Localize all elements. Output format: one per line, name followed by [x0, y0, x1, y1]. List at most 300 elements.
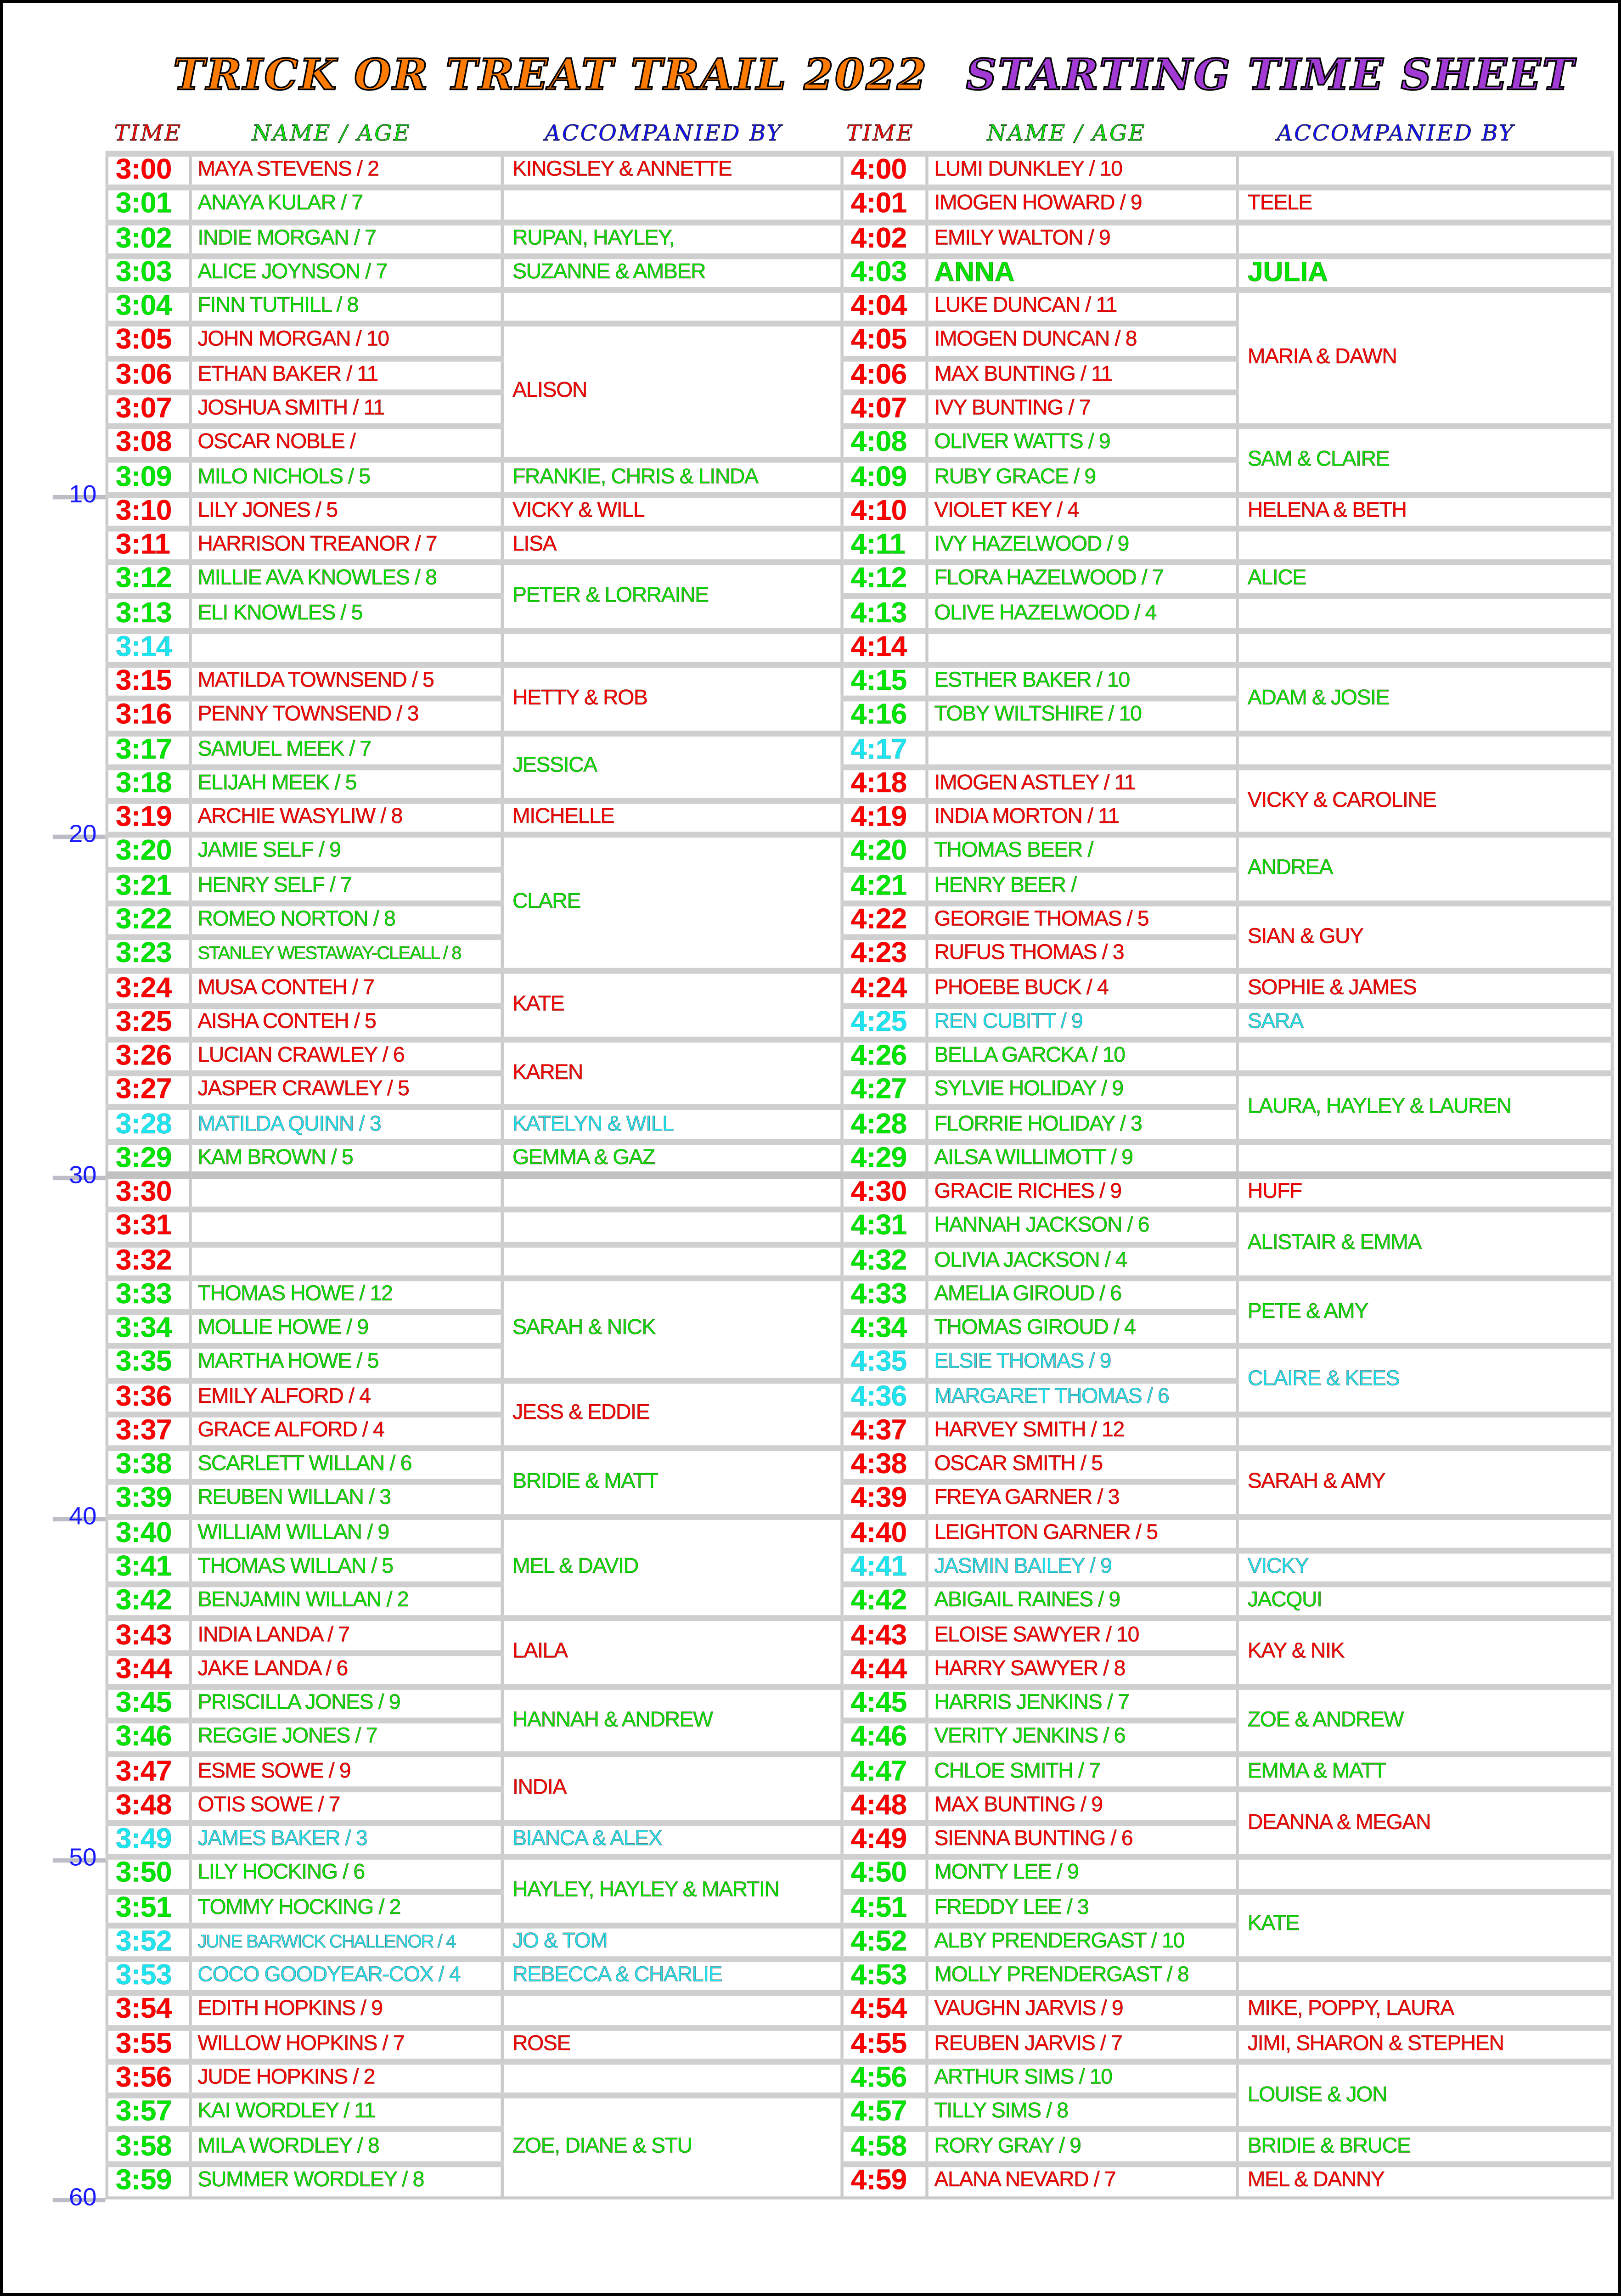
left-name-cell: STANLEY WESTAWAY-CLEALL / 8	[191, 937, 502, 971]
right-acc-cell	[1238, 1516, 1612, 1550]
right-time-cell: 4:26	[842, 1040, 927, 1074]
right-acc-cell: BRIDIE & BRUCE	[1238, 2130, 1612, 2164]
axis-label: 10	[69, 479, 97, 508]
right-name-cell: VAUGHN JARVIS / 9	[927, 1993, 1238, 2027]
right-name-cell: SYLVIE HOLIDAY / 9	[927, 1074, 1238, 1108]
table-row	[107, 2130, 1612, 2164]
left-name-cell: GRACE ALFORD / 4	[191, 1414, 502, 1448]
right-name-cell: IVY HAZELWOOD / 9	[927, 529, 1238, 563]
right-name-cell: RUFUS THOMAS / 3	[927, 937, 1238, 971]
left-acc-cell: GEMMA & GAZ	[502, 1142, 842, 1176]
left-name-cell: PENNY TOWNSEND / 3	[191, 699, 502, 733]
left-time-cell: 3:10	[107, 495, 191, 529]
right-name-cell: FLORA HAZELWOOD / 7	[927, 563, 1238, 597]
right-name-cell: OSCAR SMITH / 5	[927, 1448, 1238, 1482]
right-time-cell: 4:00	[842, 154, 927, 188]
table-row	[107, 1448, 1612, 1482]
left-time-cell: 3:35	[107, 1346, 191, 1380]
right-time-cell: 4:19	[842, 801, 927, 835]
left-time-cell: 3:13	[107, 597, 191, 630]
left-name-cell: OSCAR NOBLE /	[191, 426, 502, 460]
right-acc-cell: JACQUI	[1238, 1585, 1612, 1619]
left-time-cell: 3:54	[107, 1993, 191, 2027]
right-time-cell: 4:51	[842, 1891, 927, 1925]
left-name-cell: SCARLETT WILLAN / 6	[191, 1448, 502, 1482]
right-acc-cell: ADAM & JOSIE	[1238, 665, 1612, 733]
table-row	[107, 1142, 1612, 1176]
left-acc-cell: ROSE	[502, 2027, 842, 2061]
left-time-cell: 3:06	[107, 358, 191, 392]
right-time-cell: 4:39	[842, 1482, 927, 1516]
table-row	[107, 1346, 1612, 1380]
left-time-cell: 3:19	[107, 801, 191, 835]
right-acc-cell: ANDREA	[1238, 835, 1612, 903]
right-time-cell: 4:11	[842, 529, 927, 563]
table-row	[107, 1755, 1612, 1789]
left-time-cell: 3:16	[107, 699, 191, 733]
title-sub: STARTING TIME SHEET	[966, 50, 1576, 100]
left-name-cell: ARCHIE WASYLIW / 8	[191, 801, 502, 835]
left-name-cell: MUSA CONTEH / 7	[191, 971, 502, 1005]
left-time-cell: 3:32	[107, 1244, 191, 1278]
left-time-cell: 3:02	[107, 222, 191, 256]
left-name-cell: JOSHUA SMITH / 11	[191, 392, 502, 426]
left-time-cell: 3:45	[107, 1687, 191, 1721]
right-time-cell: 4:29	[842, 1142, 927, 1176]
left-time-cell: 3:03	[107, 256, 191, 290]
left-time-cell: 3:23	[107, 937, 191, 971]
table-row	[107, 971, 1612, 1005]
right-name-cell: TILLY SIMS / 8	[927, 2096, 1238, 2130]
right-name-cell: ELOISE SAWYER / 10	[927, 1619, 1238, 1653]
left-name-cell: KAI WORDLEY / 11	[191, 2096, 502, 2130]
right-name-cell: ARTHUR SIMS / 10	[927, 2061, 1238, 2095]
left-name-cell: JAMIE SELF / 9	[191, 835, 502, 869]
right-acc-cell: VICKY	[1238, 1551, 1612, 1585]
left-acc-cell	[502, 290, 842, 324]
right-time-cell: 4:56	[842, 2061, 927, 2095]
left-name-cell	[191, 1244, 502, 1278]
header-accompanied-left: ACCOMPANIED BY	[545, 120, 783, 146]
right-name-cell: LUMI DUNKLEY / 10	[927, 154, 1238, 188]
left-name-cell: HARRISON TREANOR / 7	[191, 529, 502, 563]
left-name-cell: REGGIE JONES / 7	[191, 1721, 502, 1755]
left-name-cell: MILO NICHOLS / 5	[191, 461, 502, 495]
right-time-cell: 4:24	[842, 971, 927, 1005]
right-acc-cell	[1238, 1414, 1612, 1448]
axis-label: 60	[69, 2183, 97, 2212]
right-name-cell	[927, 733, 1238, 767]
left-time-cell: 3:34	[107, 1312, 191, 1346]
left-time-cell: 3:04	[107, 290, 191, 324]
left-time-cell: 3:46	[107, 1721, 191, 1755]
right-time-cell: 4:15	[842, 665, 927, 699]
left-acc-cell: ZOE, DIANE & STU	[502, 2096, 842, 2198]
right-acc-cell: LOUISE & JON	[1238, 2061, 1612, 2129]
right-time-cell: 4:50	[842, 1857, 927, 1891]
left-name-cell: ANAYA KULAR / 7	[191, 188, 502, 222]
left-time-cell: 3:52	[107, 1925, 191, 1959]
right-name-cell: TOBY WILTSHIRE / 10	[927, 699, 1238, 733]
table-row	[107, 1857, 1612, 1891]
left-time-cell: 3:01	[107, 188, 191, 222]
right-time-cell: 4:04	[842, 290, 927, 324]
left-time-cell: 3:43	[107, 1619, 191, 1653]
right-name-cell: ALBY PRENDERGAST / 10	[927, 1925, 1238, 1959]
left-time-cell: 3:21	[107, 869, 191, 903]
table-row	[107, 1176, 1612, 1210]
right-acc-cell: SAM & CLAIRE	[1238, 426, 1612, 494]
table-row	[107, 1210, 1612, 1244]
left-name-cell	[191, 1210, 502, 1244]
right-time-cell: 4:38	[842, 1448, 927, 1482]
left-time-cell: 3:42	[107, 1585, 191, 1619]
starting-time-table	[106, 151, 1614, 2199]
left-name-cell: ROMEO NORTON / 8	[191, 903, 502, 937]
right-time-cell: 4:10	[842, 495, 927, 529]
left-time-cell: 3:09	[107, 461, 191, 495]
right-acc-cell: SARA	[1238, 1006, 1612, 1040]
axis-label: 20	[69, 820, 97, 849]
right-acc-cell: KATE	[1238, 1891, 1612, 1959]
right-time-cell: 4:43	[842, 1619, 927, 1653]
left-acc-cell	[502, 1210, 842, 1244]
right-time-cell: 4:54	[842, 1993, 927, 2027]
left-name-cell: MATILDA QUINN / 3	[191, 1108, 502, 1142]
right-name-cell: RUBY GRACE / 9	[927, 461, 1238, 495]
left-time-cell: 3:28	[107, 1108, 191, 1142]
right-acc-cell: MEL & DANNY	[1238, 2164, 1612, 2198]
left-name-cell: MATILDA TOWNSEND / 5	[191, 665, 502, 699]
left-name-cell: SAMUEL MEEK / 7	[191, 733, 502, 767]
left-time-cell: 3:58	[107, 2130, 191, 2164]
left-time-cell: 3:15	[107, 665, 191, 699]
header-name-right: NAME / AGE	[987, 120, 1146, 146]
left-name-cell: JASPER CRAWLEY / 5	[191, 1074, 502, 1108]
right-time-cell: 4:49	[842, 1823, 927, 1857]
right-name-cell: GEORGIE THOMAS / 5	[927, 903, 1238, 937]
left-time-cell: 3:59	[107, 2164, 191, 2198]
left-acc-cell: MEL & DAVID	[502, 1516, 842, 1619]
left-acc-cell: BRIDIE & MATT	[502, 1448, 842, 1516]
right-name-cell: MARGARET THOMAS / 6	[927, 1380, 1238, 1414]
left-acc-cell: JESS & EDDIE	[502, 1380, 842, 1448]
right-name-cell	[927, 630, 1238, 664]
left-acc-cell: KATE	[502, 971, 842, 1039]
header-name-left: NAME / AGE	[252, 120, 411, 146]
right-name-cell: THOMAS BEER /	[927, 835, 1238, 869]
left-name-cell: JAKE LANDA / 6	[191, 1653, 502, 1687]
right-name-cell: HENRY BEER /	[927, 869, 1238, 903]
left-name-cell: COCO GOODYEAR-COX / 4	[191, 1959, 502, 1993]
right-acc-cell	[1238, 529, 1612, 563]
right-name-cell: ANNA	[927, 256, 1238, 290]
right-time-cell: 4:52	[842, 1925, 927, 1959]
table-row	[107, 1006, 1612, 1040]
left-time-cell: 3:11	[107, 529, 191, 563]
right-acc-cell: SIAN & GUY	[1238, 903, 1612, 971]
left-name-cell: JUNE BARWICK CHALLENOR / 4	[191, 1925, 502, 1959]
right-time-cell: 4:02	[842, 222, 927, 256]
header-time-left: TIME	[114, 120, 182, 146]
left-time-cell: 3:31	[107, 1210, 191, 1244]
right-acc-cell: TEELE	[1238, 188, 1612, 222]
right-time-cell: 4:14	[842, 630, 927, 664]
right-time-cell: 4:32	[842, 1244, 927, 1278]
left-acc-cell: KAREN	[502, 1040, 842, 1108]
right-name-cell: IVY BUNTING / 7	[927, 392, 1238, 426]
left-time-cell: 3:33	[107, 1278, 191, 1312]
right-time-cell: 4:20	[842, 835, 927, 869]
left-time-cell: 3:57	[107, 2096, 191, 2130]
left-time-cell: 3:49	[107, 1823, 191, 1857]
right-acc-cell	[1238, 733, 1612, 767]
left-name-cell: TOMMY HOCKING / 2	[191, 1891, 502, 1925]
left-time-cell: 3:24	[107, 971, 191, 1005]
right-time-cell: 4:06	[842, 358, 927, 392]
right-time-cell: 4:27	[842, 1074, 927, 1108]
left-name-cell: ELI KNOWLES / 5	[191, 597, 502, 630]
left-name-cell: EMILY ALFORD / 4	[191, 1380, 502, 1414]
left-acc-cell: HANNAH & ANDREW	[502, 1687, 842, 1755]
left-acc-cell: KINGSLEY & ANNETTE	[502, 154, 842, 188]
left-acc-cell: LAILA	[502, 1619, 842, 1687]
right-time-cell: 4:42	[842, 1585, 927, 1619]
right-time-cell: 4:22	[842, 903, 927, 937]
left-name-cell: LILY HOCKING / 6	[191, 1857, 502, 1891]
left-acc-cell	[502, 1993, 842, 2027]
right-name-cell: MONTY LEE / 9	[927, 1857, 1238, 1891]
left-time-cell: 3:17	[107, 733, 191, 767]
left-acc-cell	[502, 1244, 842, 1278]
right-time-cell: 4:31	[842, 1210, 927, 1244]
right-name-cell: ESTHER BAKER / 10	[927, 665, 1238, 699]
table-row	[107, 1619, 1612, 1653]
right-time-cell: 4:28	[842, 1108, 927, 1142]
table-row	[107, 1993, 1612, 2027]
right-name-cell: MAX BUNTING / 9	[927, 1789, 1238, 1823]
left-acc-cell: REBECCA & CHARLIE	[502, 1959, 842, 1993]
left-name-cell: INDIA LANDA / 7	[191, 1619, 502, 1653]
right-acc-cell	[1238, 1040, 1612, 1074]
right-time-cell: 4:35	[842, 1346, 927, 1380]
left-acc-cell: JESSICA	[502, 733, 842, 801]
right-time-cell: 4:34	[842, 1312, 927, 1346]
right-acc-cell: ALISTAIR & EMMA	[1238, 1210, 1612, 1278]
right-acc-cell	[1238, 597, 1612, 630]
right-name-cell: INDIA MORTON / 11	[927, 801, 1238, 835]
left-name-cell	[191, 630, 502, 664]
left-time-cell: 3:56	[107, 2061, 191, 2095]
right-time-cell: 4:16	[842, 699, 927, 733]
left-time-cell: 3:00	[107, 154, 191, 188]
right-time-cell: 4:48	[842, 1789, 927, 1823]
table-row	[107, 1891, 1612, 1925]
table-row	[107, 426, 1612, 460]
left-acc-cell	[502, 630, 842, 664]
right-name-cell: AILSA WILLIMOTT / 9	[927, 1142, 1238, 1176]
right-name-cell: OLIVIA JACKSON / 4	[927, 1244, 1238, 1278]
left-acc-cell	[502, 1176, 842, 1210]
right-acc-cell: ZOE & ANDREW	[1238, 1687, 1612, 1755]
right-name-cell: LEIGHTON GARNER / 5	[927, 1516, 1238, 1550]
left-name-cell: MILLIE AVA KNOWLES / 8	[191, 563, 502, 597]
right-name-cell: THOMAS GIROUD / 4	[927, 1312, 1238, 1346]
left-time-cell: 3:26	[107, 1040, 191, 1074]
right-time-cell: 4:37	[842, 1414, 927, 1448]
table-row	[107, 154, 1612, 188]
left-time-cell: 3:41	[107, 1551, 191, 1585]
right-time-cell: 4:55	[842, 2027, 927, 2061]
right-acc-cell: SARAH & AMY	[1238, 1448, 1612, 1516]
right-acc-cell: MIKE, POPPY, LAURA	[1238, 1993, 1612, 2027]
left-name-cell: JAMES BAKER / 3	[191, 1823, 502, 1857]
left-name-cell: THOMAS WILLAN / 5	[191, 1551, 502, 1585]
right-acc-cell: VICKY & CAROLINE	[1238, 767, 1612, 835]
left-name-cell: MOLLIE HOWE / 9	[191, 1312, 502, 1346]
right-acc-cell: JULIA	[1238, 256, 1612, 290]
right-name-cell: CHLOE SMITH / 7	[927, 1755, 1238, 1789]
table-row	[107, 1551, 1612, 1585]
table-row	[107, 630, 1612, 664]
left-acc-cell: MICHELLE	[502, 801, 842, 835]
left-time-cell: 3:05	[107, 324, 191, 358]
right-name-cell: PHOEBE BUCK / 4	[927, 971, 1238, 1005]
table-row	[107, 529, 1612, 563]
left-time-cell: 3:27	[107, 1074, 191, 1108]
right-time-cell: 4:01	[842, 188, 927, 222]
table-row	[107, 1687, 1612, 1721]
left-acc-cell: INDIA	[502, 1755, 842, 1823]
table-row	[107, 903, 1612, 937]
left-acc-cell: JO & TOM	[502, 1925, 842, 1959]
right-name-cell: IMOGEN ASTLEY / 11	[927, 767, 1238, 801]
right-time-cell: 4:23	[842, 937, 927, 971]
right-name-cell: LUKE DUNCAN / 11	[927, 290, 1238, 324]
left-time-cell: 3:08	[107, 426, 191, 460]
left-name-cell: LUCIAN CRAWLEY / 6	[191, 1040, 502, 1074]
right-acc-cell: EMMA & MATT	[1238, 1755, 1612, 1789]
left-acc-cell: KATELYN & WILL	[502, 1108, 842, 1142]
right-time-cell: 4:12	[842, 563, 927, 597]
left-name-cell: PRISCILLA JONES / 9	[191, 1687, 502, 1721]
right-time-cell: 4:47	[842, 1755, 927, 1789]
left-acc-cell: LISA	[502, 529, 842, 563]
left-acc-cell: CLARE	[502, 835, 842, 972]
left-name-cell: ETHAN BAKER / 11	[191, 358, 502, 392]
table-row	[107, 495, 1612, 529]
left-time-cell: 3:25	[107, 1006, 191, 1040]
right-time-cell: 4:33	[842, 1278, 927, 1312]
left-time-cell: 3:37	[107, 1414, 191, 1448]
right-name-cell: EMILY WALTON / 9	[927, 222, 1238, 256]
right-acc-cell: LAURA, HAYLEY & LAUREN	[1238, 1074, 1612, 1142]
right-time-cell: 4:09	[842, 461, 927, 495]
right-name-cell: HARRIS JENKINS / 7	[927, 1687, 1238, 1721]
table-row	[107, 1585, 1612, 1619]
right-time-cell: 4:03	[842, 256, 927, 290]
left-acc-cell: VICKY & WILL	[502, 495, 842, 529]
table-row	[107, 767, 1612, 801]
left-name-cell: WILLOW HOPKINS / 7	[191, 2027, 502, 2061]
left-time-cell: 3:40	[107, 1516, 191, 1550]
right-time-cell: 4:30	[842, 1176, 927, 1210]
left-acc-cell: PETER & LORRAINE	[502, 563, 842, 630]
left-name-cell: THOMAS HOWE / 12	[191, 1278, 502, 1312]
axis-label: 40	[69, 1502, 97, 1530]
right-time-cell: 4:08	[842, 426, 927, 460]
right-name-cell: OLIVE HAZELWOOD / 4	[927, 597, 1238, 630]
left-time-cell: 3:51	[107, 1891, 191, 1925]
left-name-cell: LILY JONES / 5	[191, 495, 502, 529]
left-name-cell: REUBEN WILLAN / 3	[191, 1482, 502, 1516]
left-name-cell: JOHN MORGAN / 10	[191, 324, 502, 358]
right-name-cell: VIOLET KEY / 4	[927, 495, 1238, 529]
left-time-cell: 3:44	[107, 1653, 191, 1687]
left-name-cell: MILA WORDLEY / 8	[191, 2130, 502, 2164]
left-time-cell: 3:53	[107, 1959, 191, 1993]
right-acc-cell: ALICE	[1238, 563, 1612, 597]
right-acc-cell	[1238, 1959, 1612, 1993]
table-row	[107, 835, 1612, 869]
right-acc-cell	[1238, 222, 1612, 256]
table-row	[107, 1789, 1612, 1823]
left-time-cell: 3:14	[107, 630, 191, 664]
table-row	[107, 1278, 1612, 1312]
table-row	[107, 1414, 1612, 1448]
left-acc-cell: ALISON	[502, 324, 842, 461]
left-acc-cell: SUZANNE & AMBER	[502, 256, 842, 290]
right-time-cell: 4:25	[842, 1006, 927, 1040]
left-name-cell: ALICE JOYNSON / 7	[191, 256, 502, 290]
left-name-cell: INDIE MORGAN / 7	[191, 222, 502, 256]
left-acc-cell: BIANCA & ALEX	[502, 1823, 842, 1857]
left-name-cell: ESME SOWE / 9	[191, 1755, 502, 1789]
left-time-cell: 3:18	[107, 767, 191, 801]
left-name-cell: MAYA STEVENS / 2	[191, 154, 502, 188]
left-acc-cell: RUPAN, HAYLEY,	[502, 222, 842, 256]
right-name-cell: IMOGEN DUNCAN / 8	[927, 324, 1238, 358]
right-name-cell: SIENNA BUNTING / 6	[927, 1823, 1238, 1857]
table-row	[107, 1516, 1612, 1550]
right-name-cell: JASMIN BAILEY / 9	[927, 1551, 1238, 1585]
right-time-cell: 4:57	[842, 2096, 927, 2130]
left-time-cell: 3:29	[107, 1142, 191, 1176]
right-acc-cell: HUFF	[1238, 1176, 1612, 1210]
right-name-cell: REUBEN JARVIS / 7	[927, 2027, 1238, 2061]
right-time-cell: 4:17	[842, 733, 927, 767]
table-row	[107, 597, 1612, 630]
left-acc-cell: HAYLEY, HAYLEY & MARTIN	[502, 1857, 842, 1925]
table-row	[107, 2164, 1612, 2198]
right-acc-cell: MARIA & DAWN	[1238, 290, 1612, 427]
right-time-cell: 4:59	[842, 2164, 927, 2198]
left-time-cell: 3:55	[107, 2027, 191, 2061]
axis-label: 30	[69, 1161, 97, 1189]
left-time-cell: 3:22	[107, 903, 191, 937]
left-time-cell: 3:20	[107, 835, 191, 869]
right-time-cell: 4:05	[842, 324, 927, 358]
left-name-cell	[191, 1176, 502, 1210]
right-time-cell: 4:41	[842, 1551, 927, 1585]
left-name-cell: AISHA CONTEH / 5	[191, 1006, 502, 1040]
right-name-cell: HARRY SAWYER / 8	[927, 1653, 1238, 1687]
right-name-cell: GRACIE RICHES / 9	[927, 1176, 1238, 1210]
right-acc-cell	[1238, 1142, 1612, 1176]
right-acc-cell	[1238, 1857, 1612, 1891]
left-time-cell: 3:30	[107, 1176, 191, 1210]
right-name-cell: FREDDY LEE / 3	[927, 1891, 1238, 1925]
